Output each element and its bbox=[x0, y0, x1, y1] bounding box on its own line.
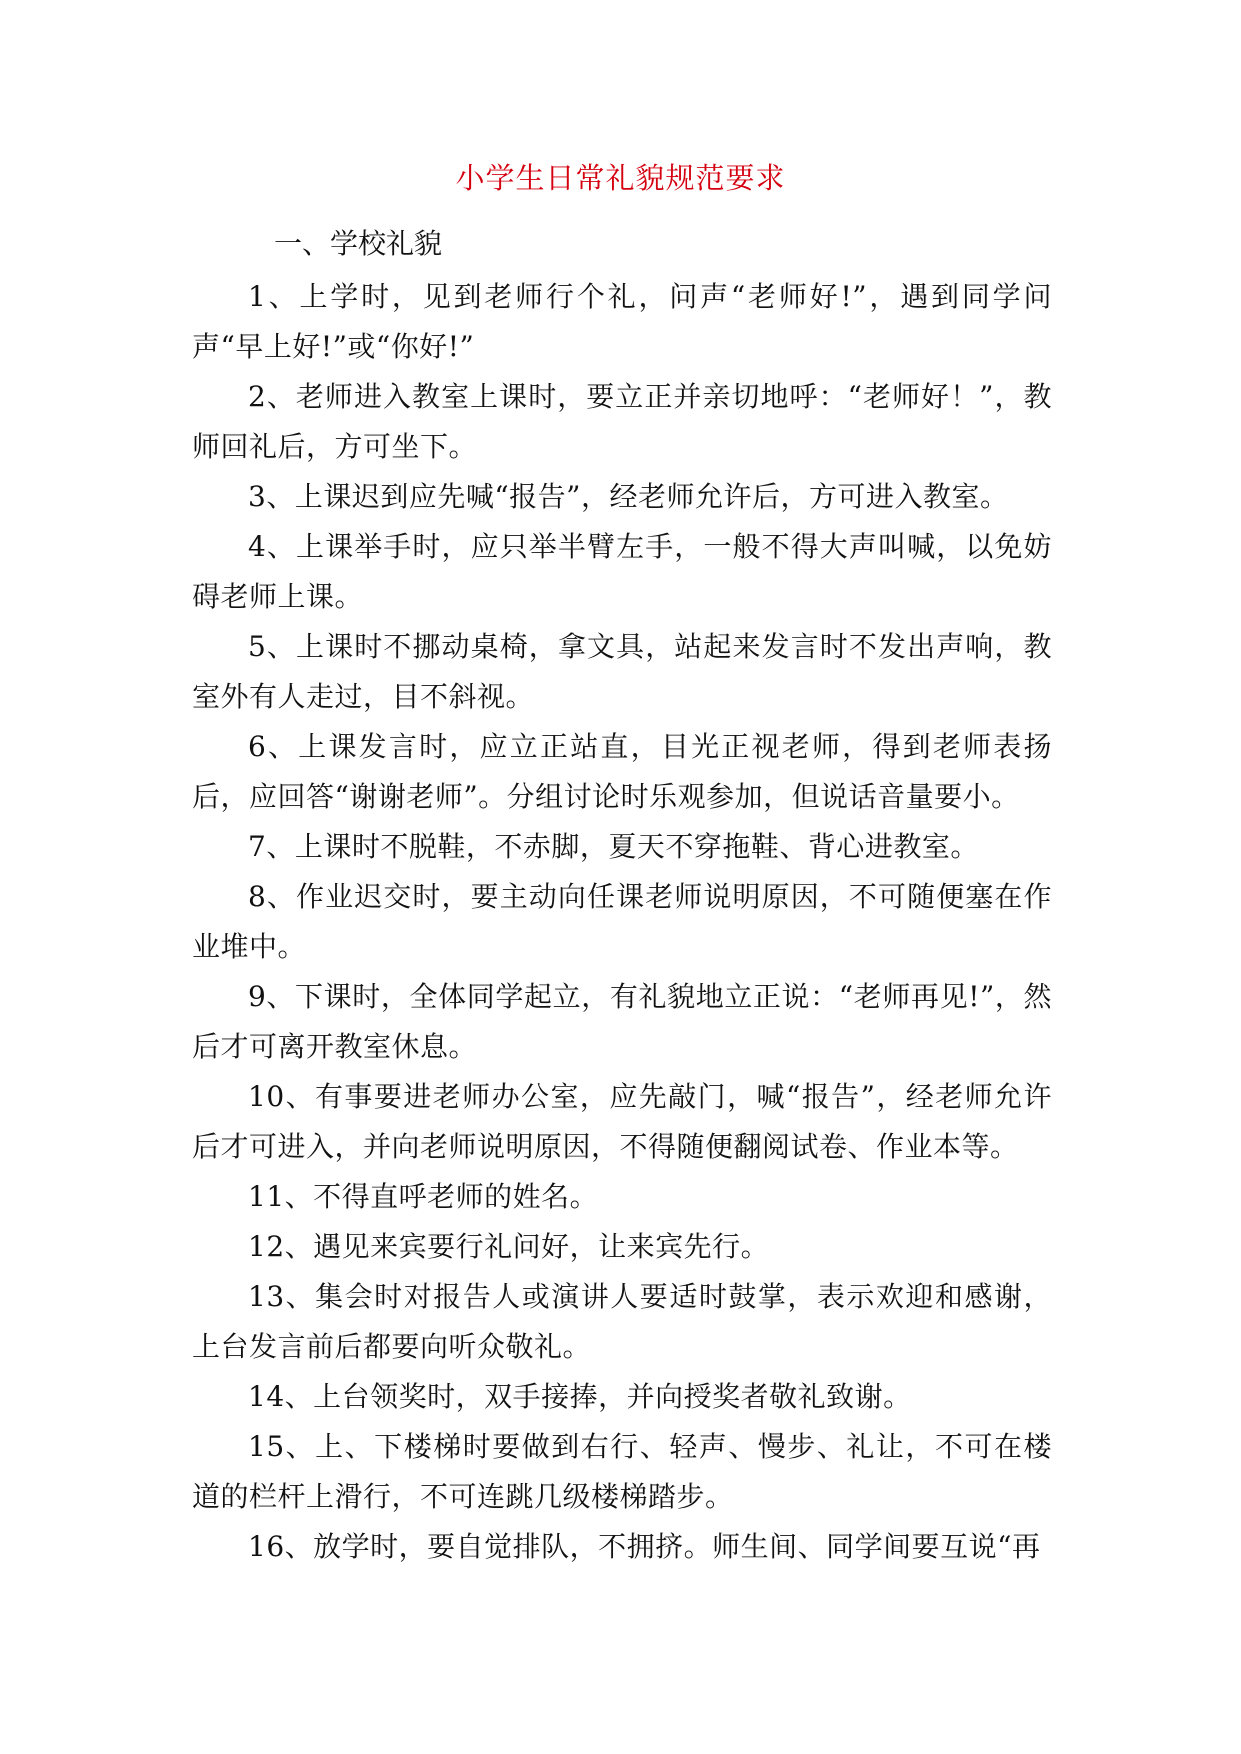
rule-item: 16、放学时，要自觉排队，不拥挤。师生间、同学间要互说“再 bbox=[248, 1530, 1041, 1563]
rule-item: 5、上课时不挪动桌椅，拿文具，站起来发言时不发出声响，教室外有人走过，目不斜视。 bbox=[192, 630, 1052, 713]
rule-item: 15、上、下楼梯时要做到右行、轻声、慢步、礼让，不可在楼道的栏杆上滑行，不可连跳几级楼梯踏步。 bbox=[192, 1430, 1052, 1513]
rule-item: 8、作业迟交时，要主动向任课老师说明原因，不可随便塞在作业堆中。 bbox=[192, 880, 1052, 963]
rules-list bbox=[192, 272, 1052, 1572]
rule-item: 14、上台领奖时，双手接捧，并向授奖者敬礼致谢。 bbox=[248, 1380, 912, 1413]
rule-item: 7、上课时不脱鞋，不赤脚，夏天不穿拖鞋、背心进教室。 bbox=[248, 830, 979, 863]
rule-item: 12、遇见来宾要行礼问好，让来宾先行。 bbox=[248, 1230, 770, 1263]
rule-item: 6、上课发言时，应立正站直，目光正视老师，得到老师表扬后，应回答“谢谢老师”。分组讨论时乐观参加，但说话音量要小。 bbox=[192, 730, 1052, 813]
rule-item: 2、老师进入教室上课时，要立正并亲切地呼：“老师好！”，教师回礼后，方可坐下。 bbox=[192, 380, 1052, 463]
rule-item: 3、上课迟到应先喊“报告”，经老师允许后，方可进入教室。 bbox=[248, 480, 1009, 513]
rule-item: 10、有事要进老师办公室，应先敲门，喊“报告”，经老师允许后才可进入，并向老师说明原因，不得随便翻阅试卷、作业本等。 bbox=[192, 1080, 1052, 1163]
rule-item: 4、上课举手时，应只举半臂左手，一般不得大声叫喊，以免妨碍老师上课。 bbox=[192, 530, 1052, 613]
rule-item: 9、下课时，全体同学起立，有礼貌地立正说：“老师再见!”，然后才可离开教室休息。 bbox=[192, 980, 1052, 1063]
section-heading: 一、学校礼貌 bbox=[274, 227, 443, 260]
rule-item: 13、集会时对报告人或演讲人要适时鼓掌，表示欢迎和感谢，上台发言前后都要向听众敬礼。 bbox=[192, 1280, 1052, 1363]
document-title: 小学生日常礼貌规范要求 bbox=[455, 161, 786, 195]
rule-item: 1、上学时，见到老师行个礼，问声“老师好!”，遇到同学问声“早上好!”或“你好!” bbox=[192, 280, 1052, 363]
rule-item: 11、不得直呼老师的姓名。 bbox=[248, 1180, 599, 1213]
